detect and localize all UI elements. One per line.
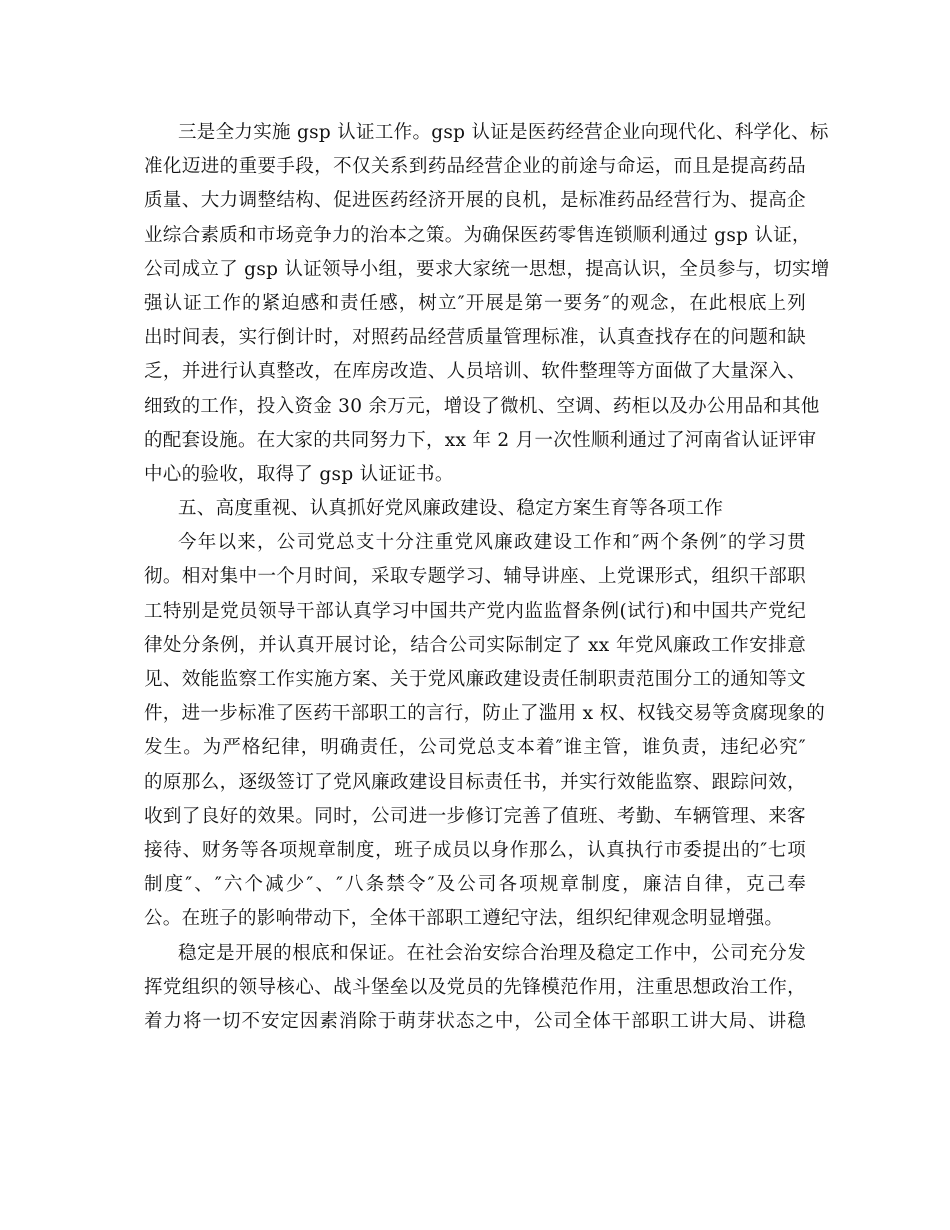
text-line: 的配套设施。在大家的共同努力下，xx 年 2 月一次性顺利通过了河南省认证评审 xyxy=(144,429,817,451)
text-line: 见、效能监察工作实施方案、关于党风廉政建设责任制职责范围分工的通知等文 xyxy=(144,669,806,690)
document-body xyxy=(144,116,830,1039)
text-line: 律处分条例，并认真开展讨论，结合公司实际制定了 xx 年党风廉政工作安排意 xyxy=(144,634,806,656)
text-line: 公。在班子的影响带动下，全体干部职工遵纪守法，组织纪律观念明显增强。 xyxy=(144,908,784,930)
text-line: 细致的工作，投入资金 30 余万元，增设了微机、空调、药柜以及办公用品和其他 xyxy=(144,395,820,417)
text-line: 质量、大力调整结构、促进医药经济开展的良机，是标准药品经营行为、提高企 xyxy=(144,190,806,212)
text-line: 出时间表，实行倒计时，对照药品经营质量管理标准，认真查找存在的问题和缺 xyxy=(144,327,806,349)
text-line: 制度″、″六个减少″、″八条禁令″及公司各项规章制度，廉洁自律，克己奉 xyxy=(144,874,806,896)
text-line: 强认证工作的紧迫感和责任感，树立″开展是第一要务″的观念，在此根底上列 xyxy=(144,292,806,314)
text-line: 三是全力实施 gsp 认证工作。gsp 认证是医药经营企业向现代化、科学化、标 xyxy=(178,122,829,143)
text-line: 彻。相对集中一个月时间，采取专题学习、辅导讲座、上党课形式，组织干部职 xyxy=(144,566,806,588)
text-line: 着力将一切不安定因素消除于萌芽状态之中，公司全体干部职工讲大局、讲稳 xyxy=(144,1010,806,1032)
text-line: 接待、财务等各项规章制度，班子成员以身作那么，认真执行市委提出的″七项 xyxy=(144,839,806,861)
text-line: 中心的验收，取得了 gsp 认证证书。 xyxy=(144,463,454,485)
text-line: 件，进一步标准了医药干部职工的言行，防止了滥用 x 权、权钱交易等贪腐现象的 xyxy=(144,703,826,725)
text-line: 准化迈进的重要手段，不仅关系到药品经营企业的前途与命运，而且是提高药品 xyxy=(144,156,806,178)
text-line: 的原那么，逐级签订了党风廉政建设目标责任书，并实行效能监察、跟踪问效， xyxy=(144,771,806,793)
text-line: 工特别是党员领导干部认真学习中国共产党内监监督条例(试行)和中国共产党纪 xyxy=(144,600,806,622)
text-line: 收到了良好的效果。同时，公司进一步修订完善了值班、考勤、车辆管理、来客 xyxy=(144,805,806,827)
text-line: 业综合素质和市场竞争力的治本之策。为确保医药零售连锁顺利通过 gsp 认证， xyxy=(144,224,811,246)
text-line: 今年以来，公司党总支十分注重党风廉政建设工作和″两个条例″的学习贯 xyxy=(178,532,806,554)
text-line: 公司成立了 gsp 认证领导小组，要求大家统一思想，提高认识，全员参与，切实增 xyxy=(144,258,830,280)
text-line: 发生。为严格纪律，明确责任，公司党总支本着″谁主管，谁负责，违纪必究″ xyxy=(144,737,806,759)
section-heading: 五、高度重视、认真抓好党风廉政建设、稳定方案生育等各项工作 xyxy=(178,498,724,520)
text-line: 挥党组织的领导核心、战斗堡垒以及党员的先锋模范作用，注重思想政治工作， xyxy=(144,976,806,998)
text-line: 乏，并进行认真整改，在库房改造、人员培训、软件整理等方面做了大量深入、 xyxy=(144,361,806,383)
text-line: 稳定是开展的根底和保证。在社会治安综合治理及稳定工作中，公司充分发 xyxy=(178,942,806,964)
